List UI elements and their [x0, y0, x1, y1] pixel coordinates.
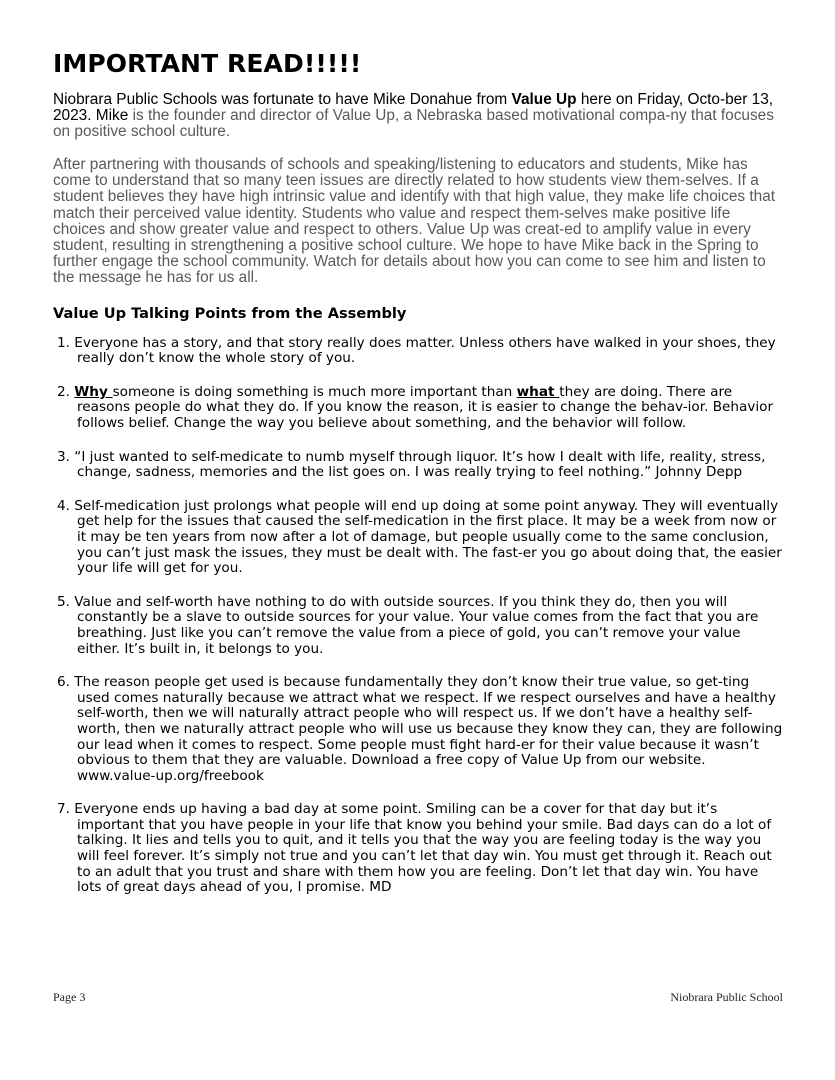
newsletter-page [53, 48, 783, 896]
list-item [53, 336, 783, 367]
emphasis-what: what [516, 383, 560, 400]
item-number: 5. [57, 593, 75, 610]
intro-part2: here on Friday, Octo-ber 13, 2023. Mike [53, 91, 774, 124]
intro-part1: Niobrara Public Schools was fortunate to have Mike Donahue from [53, 91, 512, 108]
item-number: 4. [57, 497, 75, 514]
item-text: Everyone ends up having a bad day at some point. Smiling can be a cover for that day but it’s important that you have people in your life that know you behind your smile. Bad days can do a lot of talking. It lies and tells you to quit, and it tells you that the way you are feeling today is the way you will feel forever. It’s simply not true and you can’t let that day win. You must get through it. Reach out to an adult that you trust and share with them how you are feeling. Don’t let that day win. You have lots of great days ahead of you, I promise. MD [74, 801, 772, 896]
item-text: The reason people get used is because fundamentally they don’t know their true value, so get-ting used comes naturally because we attract what we respect. If we respect ourselves and have a healthy self-worth, then we will naturally attract people who will respect us. If we don’t have a healthy self-worth, then we naturally attract people who will use us because they know they can, they are following our lead when it comes to respect. Some people must fight hard-er for their value because it wasn’t obvious to them that they are valuable. Download a free copy of Value Up from our website. www.value-up.org/freebook [74, 674, 783, 784]
list-item [53, 675, 783, 784]
page-number: Page 3 [53, 990, 86, 1004]
about-paragraph: After partnering with thousands of schools and speaking/listening to educators and students, Mike has come to understand that so many teen issues are directly related to how students view them-selves. If a student believes they have high intrinsic value and identify with that high value, they make life choices that match their perceived value identity. Students who value and respect them-selves make positive life choices and show greater value and respect to others. Value Up was creat-ed to amplify value in every student, resulting in strengthening a positive school culture. We hope to have Mike back in the Spring to further engage the school community. Watch for details about how you can come to see him and listen to the message he has for us all. [53, 156, 776, 287]
intro-part3: is the founder and director of Value Up, a Nebraska based motivational compa-ny that focuses on positive school culture. [53, 107, 774, 140]
list-item [53, 450, 783, 481]
item-text: Self-medication just prolongs what people will end up doing at some point anyway. They will eventually get help for the issues that caused the self-medication in the first place. It may be a week from now or it may be ten years from now after a lot of damage, but people usually come to the same conclusion, you can’t just mask the issues, they must be dealt with. The fast-er you go about doing that, the easier your life will get for you. [74, 497, 782, 577]
item-number: 3. [57, 448, 75, 465]
item-number: 7. [57, 801, 75, 818]
page-title: IMPORTANT READ!!!!! [53, 49, 362, 78]
list-item [53, 802, 783, 896]
item-text: someone is doing something is much more important than [112, 383, 517, 400]
emphasis-why: Why [74, 383, 113, 400]
item-text: “I just wanted to self-medicate to numb myself through liquor. It’s how I dealt with life, reality, stress, change, sadness, memories and the list goes on. I was really trying to feel nothing.” Johnny Depp [74, 448, 766, 481]
item-text: Everyone has a story, and that story really does matter. Unless others have walked in your shoes, they really don’t know the whole story of you. [74, 334, 776, 367]
intro-paragraph [53, 92, 783, 140]
item-text: they are doing. There are reasons people do what they do. If you know the reason, it is easier to change the behav-ior. Behavior follows belief. Change the way you believe about something, and the behavior will follow. [77, 383, 774, 431]
item-number: 2. [57, 383, 75, 400]
talking-points-list [53, 336, 783, 896]
item-text: Value and self-worth have nothing to do with outside sources. If you think they do, then you will constantly be a slave to outside sources for your value. Your value comes from the fact that you are breathing. Just like you can’t remove the value from a piece of gold, you can’t remove your value either. It’s built in, it belongs to you. [74, 593, 759, 657]
list-item [53, 385, 783, 432]
list-item [53, 595, 783, 657]
section-heading: Value Up Talking Points from the Assembly [53, 304, 407, 322]
intro-brand: Value Up [511, 91, 577, 108]
item-number: 6. [57, 674, 75, 691]
item-number: 1. [57, 334, 75, 351]
footer-school-name: Niobrara Public School [670, 990, 783, 1004]
list-item [53, 499, 783, 577]
